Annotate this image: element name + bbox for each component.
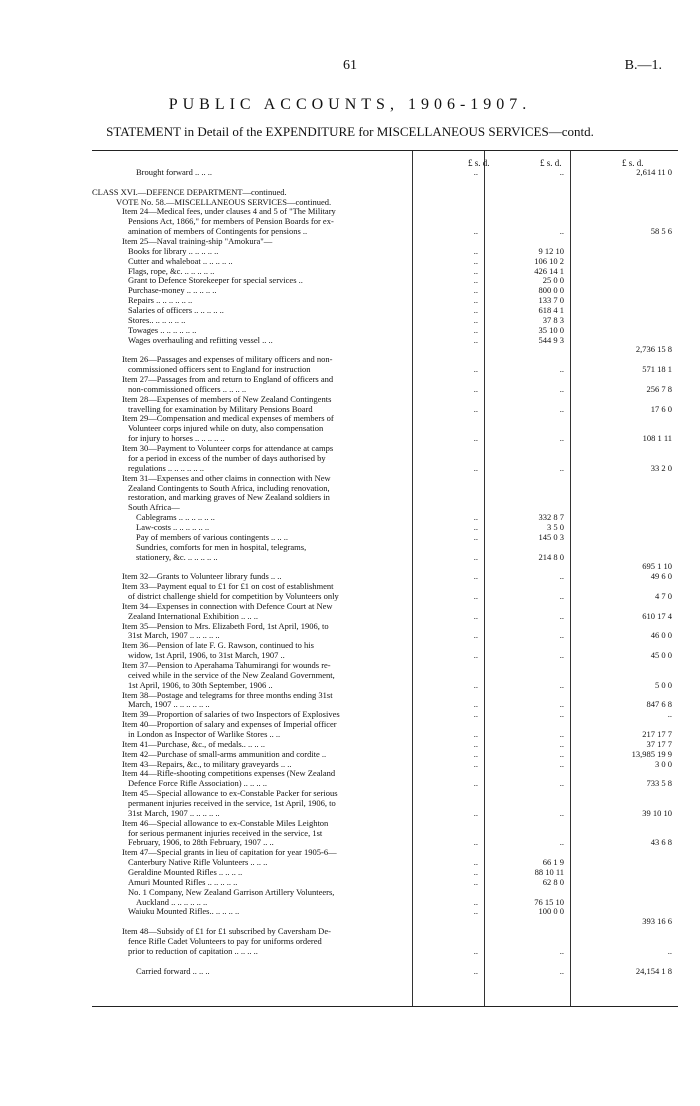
row-col1-amount: .. bbox=[473, 255, 478, 266]
row-col3-amount bbox=[570, 661, 678, 671]
row-col3-amount bbox=[570, 316, 678, 326]
row-col3-amount bbox=[570, 819, 678, 829]
row-col3-amount bbox=[570, 898, 678, 908]
row-col1-amount: .. bbox=[473, 590, 478, 601]
row-description: widow, 1st April, 1906, to 31st March, 1907 .. bbox=[128, 650, 285, 661]
row-col2-amount: .. bbox=[559, 610, 564, 621]
row-description: VOTE No. 58.—MISCELLANEOUS SERVICES—continued. bbox=[116, 196, 332, 207]
row-col2-amount bbox=[484, 622, 570, 632]
row-col2-amount: .. bbox=[559, 433, 564, 444]
row-col2-amount bbox=[484, 691, 570, 701]
row-col2-amount: .. bbox=[559, 364, 564, 375]
row-col1-amount: .. bbox=[473, 265, 478, 276]
row-col1-amount: .. bbox=[473, 521, 478, 532]
column-header-c3: £ s. d. bbox=[622, 158, 644, 168]
row-col3-amount: .. bbox=[667, 945, 672, 956]
row-description: Item 38—Postage and telegrams for three months ending 31st bbox=[122, 689, 333, 700]
row-col2-amount bbox=[484, 829, 570, 839]
row-description: 1st April, 1906, to 30th September, 1906 .. bbox=[128, 679, 273, 690]
row-col3-amount: .. bbox=[667, 709, 672, 720]
row-col1-amount: .. bbox=[473, 295, 478, 306]
row-col1-amount bbox=[412, 661, 484, 671]
row-col2-amount: 106 10 2 bbox=[534, 255, 564, 266]
row-col2-amount: 25 0 0 bbox=[542, 275, 564, 286]
row-col3-amount: 2,614 11 0 bbox=[636, 167, 672, 177]
row-col2-amount: .. bbox=[559, 650, 564, 661]
row-col3-amount bbox=[570, 207, 678, 217]
table-row bbox=[92, 947, 678, 957]
row-description: for serious permanent injuries received in the service, 1st bbox=[128, 827, 323, 838]
row-description: Sundries, comforts for men in hospital, telegrams, bbox=[136, 541, 307, 552]
row-col3-amount bbox=[570, 789, 678, 799]
row-col3-amount bbox=[570, 276, 678, 286]
row-col2-amount bbox=[484, 819, 570, 829]
row-description: Item 35—Pension to Mrs. Elizabeth Ford, 1st April, 1906, to bbox=[122, 620, 329, 631]
row-description: restoration, and marking graves of New Zealand soldiers in bbox=[128, 492, 330, 503]
row-description: fence Rifle Cadet Volunteers to pay for uniforms ordered bbox=[128, 936, 322, 947]
row-col3-amount: 43 6 8 bbox=[650, 837, 672, 848]
row-col1-amount bbox=[412, 484, 484, 494]
row-col1-amount bbox=[412, 474, 484, 484]
row-col1-amount: .. bbox=[473, 758, 478, 769]
row-description: in London as Inspector of Warlike Stores .. .. bbox=[128, 728, 281, 739]
row-col3-amount bbox=[570, 306, 678, 316]
row-col1-amount: .. bbox=[473, 551, 478, 562]
row-col3-amount bbox=[570, 198, 678, 208]
row-col3-amount bbox=[570, 247, 678, 257]
row-description: Defence Force Rifle Association) .. .. .. .. bbox=[128, 778, 268, 789]
table-row bbox=[92, 336, 678, 346]
row-col2-amount bbox=[484, 789, 570, 799]
row-col1-amount: .. bbox=[473, 778, 478, 789]
row-description: Item 41—Purchase, &c., of medals.. .. .. .. bbox=[122, 738, 266, 749]
row-col2-amount: .. bbox=[559, 748, 564, 759]
row-description: Auckland .. .. .. .. .. .. bbox=[136, 896, 208, 907]
row-col2-amount: .. bbox=[559, 965, 564, 976]
row-col1-amount: .. bbox=[473, 837, 478, 848]
row-col3-amount bbox=[570, 888, 678, 898]
row-col1-amount: .. bbox=[473, 876, 478, 887]
row-col1-amount: .. bbox=[473, 403, 478, 414]
row-col3-amount bbox=[570, 326, 678, 336]
row-col2-amount bbox=[484, 414, 570, 424]
row-col1-amount: .. bbox=[473, 610, 478, 621]
row-col2-amount: 133 7 0 bbox=[538, 295, 564, 306]
page-subtitle: STATEMENT in Detail of the EXPENDITURE for MISCELLANEOUS SERVICES—contd. bbox=[106, 124, 594, 139]
row-col1-amount: .. bbox=[473, 807, 478, 818]
row-col3-amount: 58 5 6 bbox=[650, 226, 672, 237]
row-col3-amount: 610 17 4 bbox=[642, 610, 672, 621]
row-col2-amount bbox=[484, 474, 570, 484]
row-col3-amount: 39 10 10 bbox=[642, 807, 672, 818]
row-col3-amount bbox=[570, 533, 678, 543]
row-col3-amount: 5 0 0 bbox=[655, 679, 672, 690]
row-col3-amount: 33 2 0 bbox=[650, 462, 672, 473]
row-col1-amount bbox=[412, 444, 484, 454]
row-description: Item 28—Expenses of members of New Zealand Contingents bbox=[122, 393, 332, 404]
row-col2-amount: 800 0 0 bbox=[538, 285, 564, 296]
row-description: Pensions Act, 1866," for members of Pension Boards for ex- bbox=[128, 216, 334, 227]
row-description: Wages overhauling and refitting vessel .. .. bbox=[128, 334, 273, 345]
row-col2-amount: .. bbox=[559, 462, 564, 473]
row-description: commissioned officers sent to England for instruction bbox=[128, 364, 311, 375]
row-col1-amount bbox=[412, 789, 484, 799]
row-col1-amount: .. bbox=[473, 679, 478, 690]
row-col2-amount: .. bbox=[559, 679, 564, 690]
row-description: Stores.. .. .. .. .. .. bbox=[128, 314, 186, 325]
row-col2-amount: .. bbox=[559, 837, 564, 848]
row-col1-amount: .. bbox=[473, 305, 478, 316]
row-description: Item 42—Purchase of small-arms ammunition and cordite .. bbox=[122, 748, 327, 759]
row-col3-amount: 108 1 11 bbox=[642, 433, 672, 444]
row-col3-amount bbox=[570, 858, 678, 868]
row-col2-amount: .. bbox=[559, 226, 564, 237]
row-col2-amount: .. bbox=[559, 699, 564, 710]
row-col2-amount bbox=[484, 927, 570, 937]
row-col3-amount: 24,154 1 8 bbox=[635, 965, 672, 976]
row-col2-amount: 88 10 11 bbox=[534, 867, 564, 878]
row-description: No. 1 Company, New Zealand Garrison Artillery Volunteers, bbox=[128, 886, 335, 897]
row-col1-amount: .. bbox=[473, 650, 478, 661]
row-col3-amount: 13,985 19 9 bbox=[631, 748, 672, 759]
row-col1-amount: .. bbox=[473, 728, 478, 739]
row-col1-amount: .. bbox=[473, 867, 478, 878]
row-col3-amount: 695 1 10 bbox=[642, 561, 672, 572]
row-col2-amount bbox=[484, 799, 570, 809]
row-col2-amount bbox=[484, 917, 570, 927]
row-col3-amount bbox=[570, 484, 678, 494]
row-col3-amount: 571 18 1 bbox=[642, 364, 672, 375]
row-description: Cutter and whaleboat .. .. .. .. .. bbox=[128, 255, 233, 266]
row-col2-amount: .. bbox=[559, 758, 564, 769]
table-row bbox=[92, 553, 678, 563]
row-description: of district challenge shield for competition by Volunteers only bbox=[128, 590, 339, 601]
row-col2-amount bbox=[484, 424, 570, 434]
row-description: Item 40—Proportion of salary and expenses of Imperial officer bbox=[122, 719, 337, 730]
row-description: Item 30—Payment to Volunteer corps for attendance at camps bbox=[122, 443, 334, 454]
row-description: Pay of members of various contingents .. .. .. bbox=[136, 531, 289, 542]
row-col3-amount: 256 7 8 bbox=[646, 383, 672, 394]
row-col1-amount: .. bbox=[473, 226, 478, 237]
row-col3-amount bbox=[570, 257, 678, 267]
row-description: Books for library .. .. .. .. .. bbox=[128, 245, 219, 256]
row-description: Item 32—Grants to Volunteer library funds .. .. bbox=[122, 571, 282, 582]
row-col1-amount: .. bbox=[473, 748, 478, 759]
row-col3-amount: 3 0 0 bbox=[655, 758, 672, 769]
row-col2-amount: 35 10 0 bbox=[538, 324, 564, 335]
row-col3-amount bbox=[570, 543, 678, 553]
row-col1-amount: .. bbox=[473, 738, 478, 749]
row-col2-amount bbox=[484, 188, 570, 198]
row-col3-amount bbox=[570, 848, 678, 858]
row-col2-amount: 76 15 10 bbox=[534, 896, 564, 907]
row-col3-amount bbox=[570, 178, 678, 188]
row-description: ceived while in the service of the New Zealand Government, bbox=[128, 669, 335, 680]
row-col2-amount: 62 8 0 bbox=[542, 876, 564, 887]
row-col3-amount: 847 6 8 bbox=[646, 699, 672, 710]
row-col2-amount: .. bbox=[559, 590, 564, 601]
row-col2-amount bbox=[484, 355, 570, 365]
row-description: Repairs .. .. .. .. .. .. bbox=[128, 295, 193, 306]
row-col2-amount bbox=[484, 641, 570, 651]
row-col2-amount: 9 12 10 bbox=[538, 245, 564, 256]
row-col2-amount: 332 8 7 bbox=[538, 512, 564, 523]
row-col1-amount: .. bbox=[473, 896, 478, 907]
row-col2-amount: 100 0 0 bbox=[538, 906, 564, 917]
row-description: travelling for examination by Military Pensions Board bbox=[128, 403, 313, 414]
row-description: Zealand International Exhibition .. .. .. bbox=[128, 610, 259, 621]
row-col1-amount: .. bbox=[473, 857, 478, 868]
row-description: non-commissioned officers .. .. .. .. bbox=[128, 383, 247, 394]
row-col2-amount: .. bbox=[559, 709, 564, 720]
row-description: Grant to Defence Storekeeper for special services .. bbox=[128, 275, 303, 286]
row-col3-amount bbox=[570, 927, 678, 937]
row-col2-amount: 426 14 1 bbox=[534, 265, 564, 276]
row-col1-amount: .. bbox=[473, 512, 478, 523]
row-description: Item 44—Rifle-shooting competitions expenses (New Zealand bbox=[122, 768, 336, 779]
row-col3-amount bbox=[570, 286, 678, 296]
expenditure-rows bbox=[92, 168, 678, 976]
row-col1-amount: .. bbox=[473, 462, 478, 473]
row-description: regulations .. .. .. .. .. .. bbox=[128, 462, 205, 473]
row-col2-amount: .. bbox=[559, 945, 564, 956]
row-description: Brought forward .. .. .. bbox=[136, 167, 213, 177]
row-col3-amount bbox=[570, 523, 678, 533]
row-col1-amount: .. bbox=[473, 699, 478, 710]
row-description: 31st March, 1907 .. .. .. .. .. bbox=[128, 807, 220, 818]
row-col3-amount: 217 17 7 bbox=[642, 728, 672, 739]
row-description: Flags, rope, &c. .. .. .. .. .. bbox=[128, 265, 215, 276]
row-description: 31st March, 1907 .. .. .. .. .. bbox=[128, 630, 220, 641]
row-col1-amount: .. bbox=[473, 334, 478, 345]
row-description: Item 34—Expenses in connection with Defence Court at New bbox=[122, 600, 333, 611]
row-description: Purchase-money .. .. .. .. .. bbox=[128, 285, 217, 296]
row-col1-amount bbox=[412, 345, 484, 355]
row-description: for a period in excess of the number of days authorised by bbox=[128, 452, 326, 463]
row-col2-amount: 66 1 9 bbox=[542, 857, 564, 868]
row-col2-amount bbox=[484, 444, 570, 454]
row-col1-amount bbox=[412, 188, 484, 198]
row-description: Zealand Contingents to South Africa, including renovation, bbox=[128, 482, 330, 493]
row-description: CLASS XVI.—DEFENCE DEPARTMENT—continued. bbox=[92, 186, 287, 197]
document-code: B.—1. bbox=[624, 58, 662, 73]
row-col3-amount bbox=[570, 296, 678, 306]
row-col2-amount: .. bbox=[559, 403, 564, 414]
row-col1-amount: .. bbox=[473, 531, 478, 542]
row-col3-amount: 2,736 15 8 bbox=[635, 344, 672, 355]
row-col1-amount bbox=[412, 414, 484, 424]
row-col2-amount: .. bbox=[559, 807, 564, 818]
row-description: Carried forward .. .. .. bbox=[136, 965, 210, 976]
row-description: Item 45—Special allowance to ex-Constable Packer for serious bbox=[122, 788, 338, 799]
row-col1-amount: .. bbox=[473, 571, 478, 582]
page-title: PUBLIC ACCOUNTS, 1906-1907. bbox=[168, 96, 532, 113]
row-col1-amount: .. bbox=[473, 709, 478, 720]
row-col2-amount: .. bbox=[559, 738, 564, 749]
row-col2-amount: .. bbox=[559, 728, 564, 739]
row-col2-amount: .. bbox=[559, 571, 564, 582]
row-col3-amount bbox=[570, 444, 678, 454]
table-row bbox=[92, 907, 678, 917]
row-col3-amount: 17 6 0 bbox=[650, 403, 672, 414]
row-col2-amount: 214 8 0 bbox=[538, 551, 564, 562]
row-col1-amount: .. bbox=[473, 433, 478, 444]
column-header-c2: £ s. d. bbox=[540, 158, 562, 168]
row-col1-amount: .. bbox=[473, 906, 478, 917]
row-col1-amount: .. bbox=[473, 324, 478, 335]
table-row bbox=[92, 168, 678, 178]
row-description: Amuri Mounted Rifles .. .. .. .. .. bbox=[128, 876, 238, 887]
row-col1-amount bbox=[412, 917, 484, 927]
row-col1-amount: .. bbox=[473, 965, 478, 976]
row-col2-amount bbox=[484, 671, 570, 681]
row-description: Item 37—Pension to Aperahama Tahumirangi for wounds re- bbox=[122, 659, 331, 670]
row-col3-amount bbox=[570, 267, 678, 277]
row-description: Salaries of officers .. .. .. .. .. bbox=[128, 305, 224, 316]
row-col2-amount bbox=[484, 454, 570, 464]
row-col3-amount bbox=[570, 503, 678, 513]
row-col2-amount: .. bbox=[559, 630, 564, 641]
row-col1-amount: .. bbox=[473, 314, 478, 325]
row-col3-amount bbox=[570, 878, 678, 888]
row-col2-amount: 3 5 0 bbox=[547, 521, 564, 532]
row-description: Item 47—Special grants in lieu of capitation for year 1905-6— bbox=[122, 847, 337, 858]
row-description: permanent injuries received in the service, 1st April, 1906, to bbox=[128, 798, 336, 808]
row-description: Law-costs .. .. .. .. .. .. bbox=[136, 521, 210, 532]
row-col2-amount bbox=[484, 769, 570, 779]
row-col2-amount bbox=[484, 207, 570, 217]
row-description: Item 31—Expenses and other claims in connection with New bbox=[122, 472, 331, 483]
row-col3-amount bbox=[570, 188, 678, 198]
row-col1-amount: .. bbox=[473, 285, 478, 296]
row-col2-amount: 145 0 3 bbox=[538, 531, 564, 542]
row-col2-amount bbox=[484, 720, 570, 730]
page-number: 61 bbox=[343, 58, 357, 73]
row-description: Item 27—Passages from and return to England of officers and bbox=[122, 374, 334, 385]
row-col1-amount: .. bbox=[473, 275, 478, 286]
row-description: Item 26—Passages and expenses of military officers and non- bbox=[122, 354, 333, 365]
row-col2-amount: 37 8 3 bbox=[542, 314, 564, 325]
row-description: February, 1906, to 28th February, 1907 .. .. bbox=[128, 837, 274, 848]
table-row bbox=[92, 967, 678, 977]
row-col3-amount: 37 17 7 bbox=[646, 738, 672, 749]
row-col1-amount bbox=[412, 178, 484, 188]
row-col3-amount bbox=[570, 937, 678, 947]
row-col2-amount bbox=[484, 957, 570, 967]
row-col2-amount bbox=[484, 484, 570, 494]
row-col2-amount bbox=[484, 345, 570, 355]
column-header-c1: £ s. d. bbox=[468, 158, 490, 168]
row-description: Item 39—Proportion of salaries of two Inspectors of Explosives bbox=[122, 709, 340, 720]
row-description: South Africa— bbox=[128, 502, 180, 513]
row-col3-amount bbox=[570, 474, 678, 484]
row-col2-amount: .. bbox=[559, 167, 564, 177]
row-col2-amount: 618 4 1 bbox=[538, 305, 564, 316]
row-col1-amount: .. bbox=[473, 945, 478, 956]
row-col3-amount bbox=[570, 414, 678, 424]
row-col1-amount: .. bbox=[473, 630, 478, 641]
row-description: Item 24—Medical fees, under clauses 4 and 5 of "The Military bbox=[122, 206, 336, 217]
row-description: Item 25—Naval training-ship "Amokura"— bbox=[122, 236, 273, 247]
row-col2-amount bbox=[484, 217, 570, 227]
row-col2-amount bbox=[484, 661, 570, 671]
row-col2-amount bbox=[484, 375, 570, 385]
row-col1-amount bbox=[412, 819, 484, 829]
row-col3-amount bbox=[570, 237, 678, 247]
row-col1-amount bbox=[412, 198, 484, 208]
row-col2-amount bbox=[484, 562, 570, 572]
row-description: for injury to horses .. .. .. .. .. bbox=[128, 433, 225, 444]
row-description: March, 1907 .. .. .. .. .. .. bbox=[128, 699, 210, 710]
row-description: Waiuku Mounted Rifles.. .. .. .. .. bbox=[128, 906, 240, 917]
row-description: prior to reduction of capitation .. .. .. .. bbox=[128, 945, 258, 956]
row-description: Item 36—Pension of late F. G. Rawson, continued to his bbox=[122, 640, 314, 651]
row-col1-amount: .. bbox=[473, 383, 478, 394]
row-col3-amount: 733 5 8 bbox=[646, 778, 672, 789]
row-description: Geraldine Mounted Rifles .. .. .. .. bbox=[128, 867, 243, 878]
row-col2-amount bbox=[484, 937, 570, 947]
row-col3-amount bbox=[570, 493, 678, 503]
row-col2-amount: .. bbox=[559, 778, 564, 789]
row-description: Item 29—Compensation and medical expenses of members of bbox=[122, 413, 334, 424]
row-col1-amount bbox=[412, 493, 484, 503]
row-col2-amount bbox=[484, 493, 570, 503]
row-col1-amount: .. bbox=[473, 167, 478, 177]
row-description: amination of members of Contingents for pensions .. bbox=[128, 226, 308, 237]
row-description: Towages .. .. .. .. .. .. bbox=[128, 324, 197, 335]
row-description: Volunteer corps injured while on duty, also compensation bbox=[128, 423, 324, 434]
row-col3-amount bbox=[570, 513, 678, 523]
row-col3-amount bbox=[570, 868, 678, 878]
row-description: Canterbury Native Rifle Volunteers .. .. .. bbox=[128, 857, 268, 868]
row-col2-amount bbox=[484, 602, 570, 612]
row-col3-amount: 49 6 0 bbox=[650, 571, 672, 582]
row-col3-amount: 4 7 0 bbox=[655, 590, 672, 601]
row-col1-amount: .. bbox=[473, 245, 478, 256]
row-col2-amount: 544 9 3 bbox=[538, 334, 564, 345]
row-col3-amount: 46 0 0 bbox=[650, 630, 672, 641]
row-description: Cablegrams .. .. .. .. .. .. bbox=[136, 512, 215, 523]
row-col1-amount: .. bbox=[473, 364, 478, 375]
row-col2-amount bbox=[484, 582, 570, 592]
row-col1-amount bbox=[412, 927, 484, 937]
row-description: Item 46—Special allowance to ex-Constable Miles Leighton bbox=[122, 817, 329, 828]
row-description: Item 33—Payment equal to £1 for £1 on cost of establishment bbox=[122, 581, 334, 592]
row-description: Item 48—Subsidy of £1 for £1 subscribed by Caversham De- bbox=[122, 926, 331, 937]
row-col2-amount bbox=[484, 395, 570, 405]
row-col2-amount bbox=[484, 178, 570, 188]
row-col2-amount: .. bbox=[559, 383, 564, 394]
row-col3-amount: 45 0 0 bbox=[650, 650, 672, 661]
row-col1-amount bbox=[412, 207, 484, 217]
row-description: Item 43—Repairs, &c., to military graveyards .. .. bbox=[122, 758, 292, 769]
row-col3-amount: 393 16 6 bbox=[642, 916, 672, 927]
row-col2-amount bbox=[484, 198, 570, 208]
row-description: stationery, &c. .. .. .. .. .. bbox=[136, 551, 218, 562]
